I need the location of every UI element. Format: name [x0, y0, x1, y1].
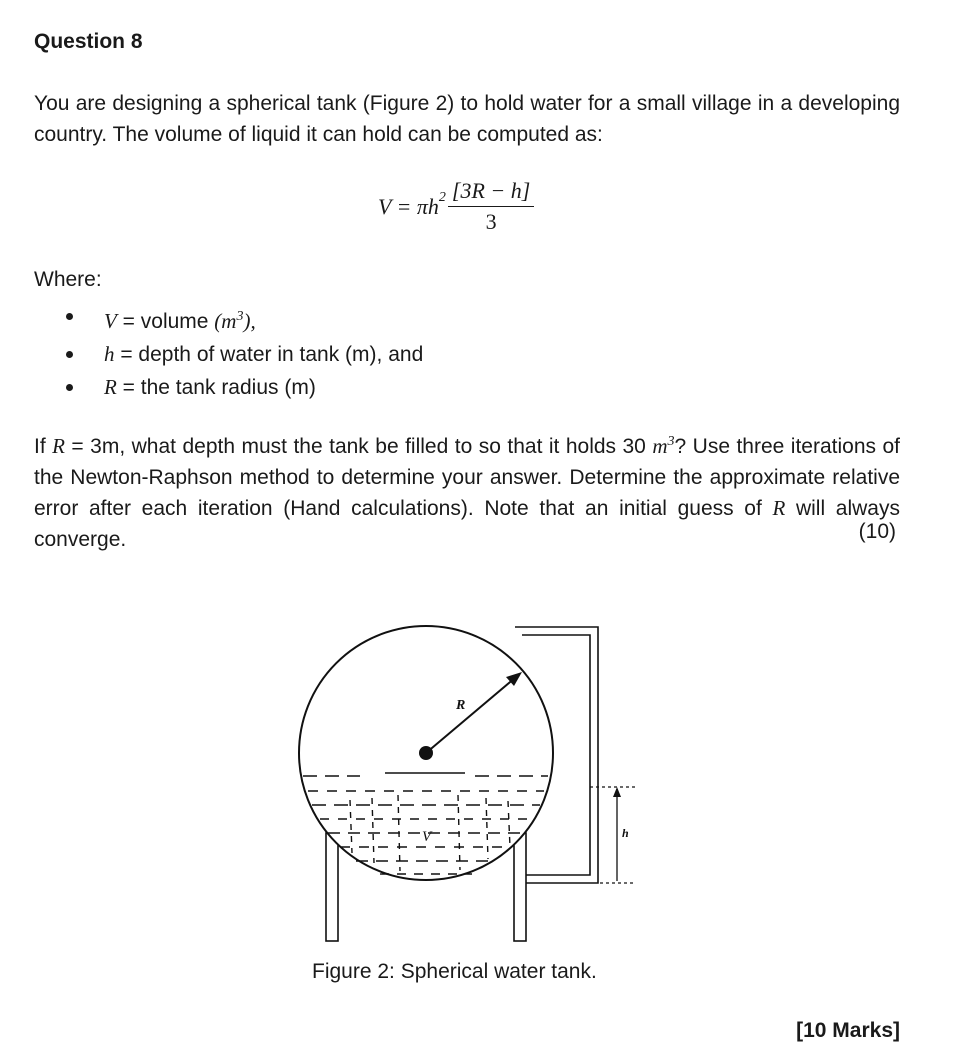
unit-close: ),	[243, 309, 256, 333]
formula-fraction	[448, 178, 534, 235]
definition-text: = the tank radius (m)	[116, 376, 316, 399]
task-unit-exponent: 3	[667, 434, 675, 449]
label-h: h	[622, 826, 629, 840]
volume-formula	[378, 178, 534, 235]
task-symbol-r: R	[52, 434, 65, 458]
definition-item-h	[60, 338, 423, 371]
definition-item-v	[60, 300, 423, 338]
label-r: R	[456, 698, 466, 713]
intro-paragraph: You are designing a spherical tank (Figure 2) to hold water for a small village in a developing country. The volume of liquid it can hold can be computed as:	[34, 92, 900, 146]
total-marks: [10 Marks]	[796, 1019, 900, 1042]
symbol-h: h	[104, 342, 115, 366]
task-text-1: If	[34, 435, 53, 458]
formula-numerator: [3R − h]	[448, 178, 534, 207]
definition-text: = volume	[116, 310, 215, 333]
unit: (m	[214, 309, 237, 333]
definition-text: = depth of water in tank (m), and	[114, 343, 424, 366]
left-leg	[326, 833, 338, 941]
symbol-v: V	[104, 309, 117, 333]
label-v: V	[422, 829, 432, 845]
formula-denominator: 3	[485, 209, 497, 234]
task-text-4: will always converge.	[34, 497, 900, 551]
unit-exponent: 3	[236, 309, 244, 324]
formula-exponent: 2	[438, 190, 446, 205]
definition-list	[60, 300, 423, 404]
definition-item-r	[60, 371, 423, 404]
task-symbol-r2: R	[772, 496, 786, 520]
formula-lhs: V = πh	[378, 193, 439, 219]
symbol-r: R	[104, 375, 117, 399]
spherical-tank-figure	[290, 615, 650, 950]
task-text-2: = 3m, what depth must the tank be filled to so that it holds 30	[64, 435, 653, 458]
depth-arrowhead	[613, 787, 621, 797]
where-label: Where:	[34, 268, 102, 291]
question-marks: (10)	[858, 520, 896, 543]
figure-caption: Figure 2: Spherical water tank.	[312, 960, 597, 983]
task-paragraph	[34, 426, 900, 555]
task-text-3: ? Use three iterations of the Newton-Raphson method to determine your answer. Determine the approximate relative error after each iteration (Hand calculations). Note that an initial guess of	[34, 435, 900, 520]
question-title: Question 8	[34, 30, 143, 53]
right-leg	[514, 833, 526, 941]
task-unit: m	[652, 434, 668, 458]
